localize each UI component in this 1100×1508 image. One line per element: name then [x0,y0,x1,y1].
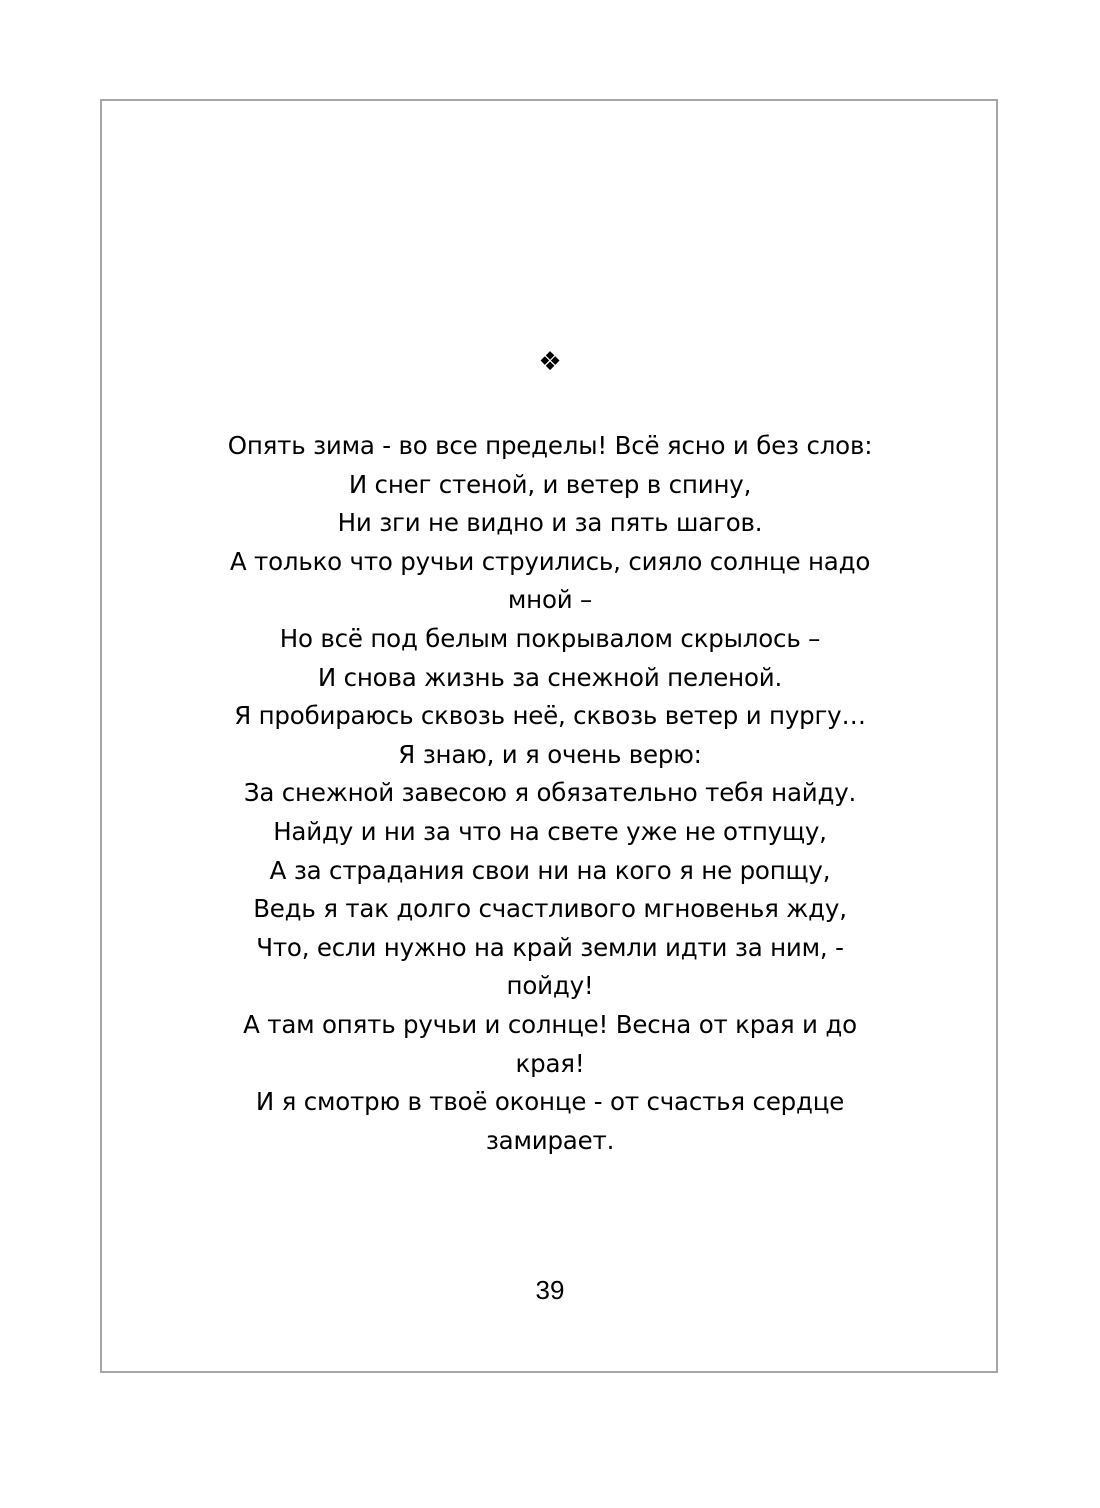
poem [170,427,930,1160]
poem-line: За снежной завесою я обязательно тебя найду. [243,778,857,808]
ornament-icon: ❖ [538,347,562,377]
poem-line: А за страдания свои ни на кого я не ропщу, [269,855,831,885]
poem-line: Я знаю, и я очень верю: [398,739,702,769]
poem-line: замирает. [485,1125,615,1155]
page-number: 39 [535,1275,565,1305]
poem-line: А только что ручьи струились, сияло солнце надо [229,546,871,576]
poem-line: А там опять ручьи и солнце! Весна от края и до [243,1009,857,1039]
poem-line: Найду и ни за что на свете уже не отпущу, [273,816,827,846]
poem-line: И снег стеной, и ветер в спину, [348,469,752,499]
poem-line: Я пробираюсь сквозь неё, сквозь ветер и пургу… [234,701,866,731]
poem-line: И снова жизнь за снежной пеленой. [317,662,783,692]
poem-line: Но всё под белым покрывалом скрылось – [279,623,821,653]
poem-line: Ни зги не видно и за пять шагов. [337,508,763,538]
poem-line: И я смотрю в твоё оконце - от счастья сердце [255,1087,845,1117]
poem-line: Опять зима - во все пределы! Всё ясно и без слов: [227,431,873,460]
poem-line: Ведь я так долго счастливого мгновенья жду, [253,894,847,924]
poem-line: Что, если нужно на край земли идти за ним, - [256,932,844,962]
poem-line: мной – [507,585,593,615]
poem-line: пойду! [506,971,594,1001]
poem-line: края! [515,1048,585,1078]
